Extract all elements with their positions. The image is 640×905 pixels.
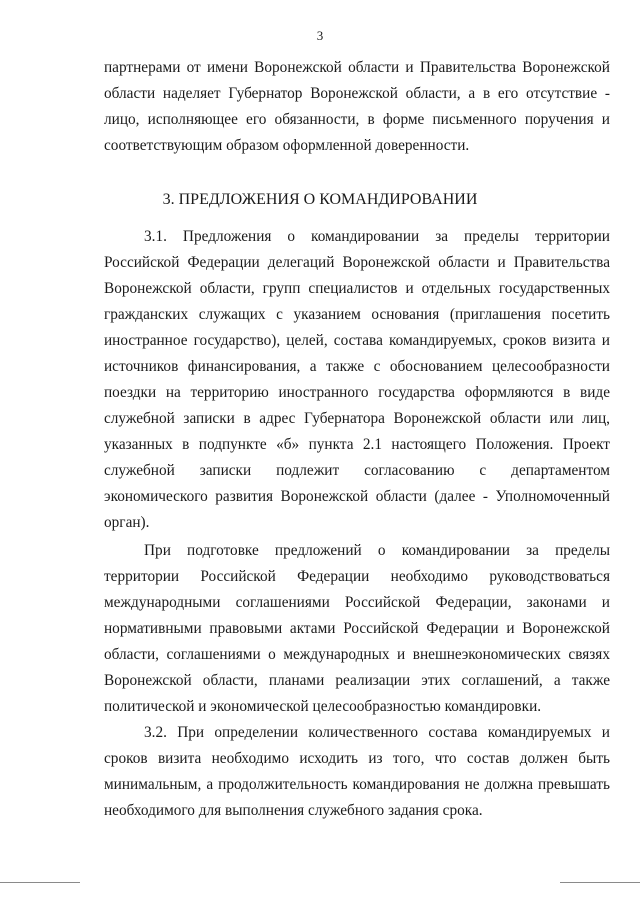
- paragraph-line: партнерами от имени Воронежской области и Правительства Воронежской: [104, 59, 610, 76]
- paragraph-line: служебной записки подлежит согласованию с департаментом: [104, 462, 610, 479]
- paragraph-line: политической и экономической целесообразностью командировки.: [104, 698, 542, 715]
- scan-edge-line: [0, 882, 80, 883]
- paragraph-line: международными соглашениями Российской Федерации, законами и: [104, 594, 610, 611]
- paragraph-line: территории Российской Федерации необходимо руководствоваться: [104, 568, 610, 585]
- paragraph-line: гражданских служащих с указанием основания (приглашения посетить: [104, 306, 610, 323]
- paragraph-line: Российской Федерации делегаций Воронежской области и Правительства: [104, 254, 610, 271]
- paragraph-line: необходимого для выполнения служебного задания срока.: [104, 802, 483, 819]
- paragraph-line: соответствующим образом оформленной доверенности.: [104, 137, 470, 154]
- paragraph-line: поездки на территорию иностранного государства оформляются в виде: [104, 384, 610, 401]
- paragraph-line: При подготовке предложений о командировании за пределы: [144, 542, 610, 559]
- paragraph-line: экономического развития Воронежской области (далее - Уполномоченный: [104, 488, 610, 505]
- paragraph-line: нормативными правовыми актами Российской Федерации и Воронежской: [104, 620, 610, 637]
- paragraph-line: 3.1. Предложения о командировании за пределы территории: [144, 228, 610, 245]
- paragraph-line: области, соглашениями о международных и внешнеэкономических связях: [104, 646, 610, 663]
- page-number: 3: [316, 28, 324, 43]
- paragraph-line: орган).: [104, 514, 150, 531]
- section-heading: 3. ПРЕДЛОЖЕНИЯ О КОМАНДИРОВАНИИ: [162, 191, 478, 208]
- paragraph-line: 3.2. При определении количественного состава командируемых и: [144, 724, 610, 741]
- paragraph-line: области наделяет Губернатор Воронежской области, а в его отсутствие -: [104, 85, 610, 102]
- paragraph-line: сроков визита необходимо исходить из того, что состав должен быть: [104, 750, 610, 767]
- paragraph-line: Воронежской области, планами реализации этих соглашений, а также: [104, 672, 610, 689]
- paragraph-line: указанных в подпункте «б» пункта 2.1 настоящего Положения. Проект: [104, 436, 610, 453]
- paragraph-line: источников финансирования, а также с обоснованием целесообразности: [104, 358, 610, 375]
- scan-edge-line: [560, 882, 640, 883]
- paragraph-line: служебной записки в адрес Губернатора Воронежской области или лиц,: [104, 410, 610, 427]
- paragraph-line: лицо, исполняющее его обязанности, в форме письменного поручения и: [104, 111, 610, 128]
- paragraph-line: иностранное государство), целей, состава командируемых, сроков визита и: [104, 332, 610, 349]
- paragraph-line: Воронежской области, групп специалистов и отдельных государственных: [104, 280, 610, 297]
- paragraph-line: минимальным, а продолжительность командирования не должна превышать: [104, 776, 610, 793]
